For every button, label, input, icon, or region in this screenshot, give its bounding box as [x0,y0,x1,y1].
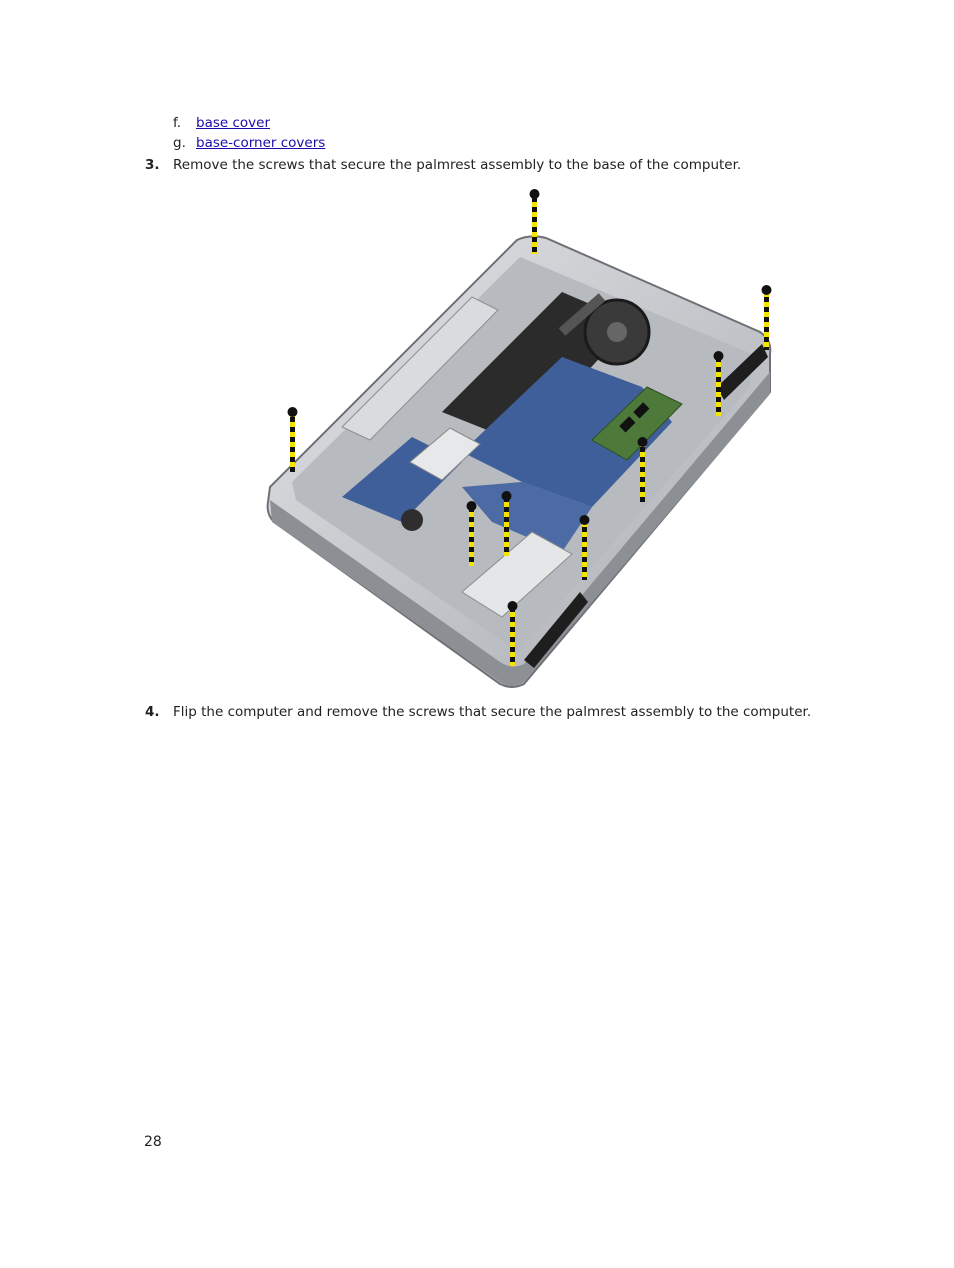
palmrest-screws-figure [262,182,782,690]
page-number: 28 [144,1134,162,1150]
laptop-base [268,236,771,687]
substep-marker: g. [173,135,186,151]
base-corner-covers-link[interactable]: base-corner covers [196,135,326,151]
step-number: 4. [145,704,160,720]
step-text: Flip the computer and remove the screws that secure the palmrest assembly to the computer. [173,704,812,720]
step-number: 3. [145,157,160,173]
substep-marker: f. [173,115,182,131]
step-text: Remove the screws that secure the palmrest assembly to the base of the computer. [173,157,742,173]
base-cover-link[interactable]: base cover [196,115,270,131]
